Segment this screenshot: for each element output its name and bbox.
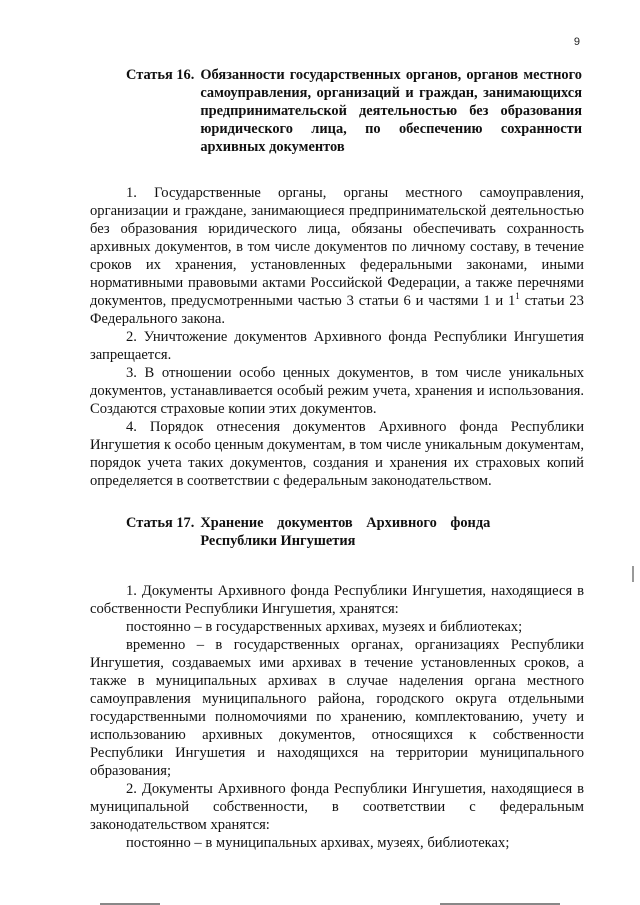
article-16-p1-tail: статьи 23 Федерального закона. (90, 293, 584, 327)
article-16-paragraph-4: 4. Порядок отнесения документов Архивного фонда Республики Ингушетия к особо ценным документам, в том числе уникальным документам, порядок учета таких документов, создания и хранения их страховых копий определяется в соответствии с федеральным законодательством. (90, 419, 584, 489)
article-17-title: Хранение документов Архивного фонда Республики Ингушетия (200, 515, 491, 549)
article-17-label: Статья 17. (126, 515, 195, 531)
article-16-p1-text: 1. Государственные органы, органы местного самоуправления, организации и граждане, занимающиеся предпринимательской деятельностью без образования юридического лица, обязаны обеспечивать сохранность архивных документов, в том числе документов по личному составу, в течение сроков их хранения, установленных федеральными законами, иными нормативными правовыми актами Российской Федерации, а также перечнями документов, предусмотренными частью 3 статьи 6 и частями 1 и 1 (90, 185, 584, 309)
article-16-label: Статья 16. (126, 67, 195, 83)
article-17-paragraph-1: 1. Документы Архивного фонда Республики Ингушетия, находящиеся в собственности Республики Ингушетия, хранятся: (90, 583, 584, 617)
article-16-paragraph-2: 2. Уничтожение документов Архивного фонда Республики Ингушетия запрещается. (90, 329, 584, 363)
article-17-paragraph-1-temporary: временно – в государственных органах, организациях Республики Ингушетия, создаваемых ими архивах в течение установленных сроков, а также в муниципальных архивах в случае наделения органа местного самоуправления муниципального района, городского округа отдельными государственными полномочиями по хранению, комплектованию, учету и использованию архивных документов, относящихся к собственности Республики Ингушетия и находящихся на территории муниципального образования; (90, 637, 584, 779)
article-16-paragraph-3: 3. В отношении особо ценных документов, в том числе уникальных документов, устанавливается особый режим учета, хранения и использования. Создаются страховые копии этих документов. (90, 365, 584, 417)
superscript-1: 1 (515, 291, 520, 302)
scan-mark (632, 566, 634, 582)
article-16-heading (126, 66, 584, 156)
article-16-title: Обязанности государственных органов, органов местного самоуправления, организаций и граждан, занимающихся предпринимательской деятельностью без образования юридического лица, по обеспечению сохранности архивных документов (200, 67, 582, 155)
document-page (90, 66, 584, 852)
article-16-paragraph-1 (90, 184, 584, 328)
article-17-paragraph-1-permanent: постоянно – в государственных архивах, музеях и библиотеках; (126, 619, 523, 635)
article-17-paragraph-2: 2. Документы Архивного фонда Республики Ингушетия, находящиеся в муниципальной собственности, в соответствии с федеральным законодательством хранятся: (90, 781, 584, 833)
article-17-heading (126, 514, 584, 550)
page-number: 9 (573, 36, 580, 48)
article-17-paragraph-2-permanent: постоянно – в муниципальных архивах, музеях, библиотеках; (126, 835, 510, 851)
